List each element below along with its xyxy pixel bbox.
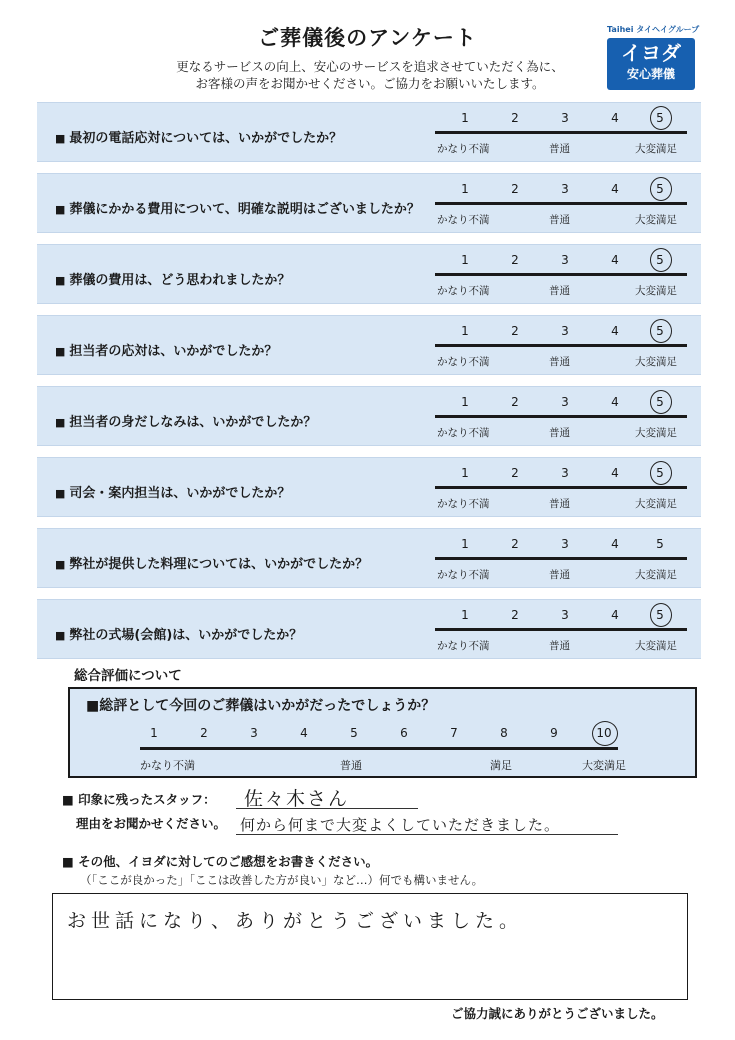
selected-rating-circle [650,603,672,627]
overall-option-7[interactable]: 7 [450,726,458,740]
scale-label-mid: 普通 [549,427,570,439]
scale-label-low: かなり不満 [437,214,490,226]
reason-field[interactable]: 何から何まで大変よくしていただきました。 [240,816,561,834]
overall-heading: 総合評価について [74,668,182,684]
rating-option-1[interactable]: 1 [461,253,469,267]
rating-option-3[interactable]: 3 [561,466,569,480]
comments-label: ■ その他、イヨダに対してのご感想をお書きください。 [62,854,379,869]
rating-option-4[interactable]: 4 [611,537,619,551]
scale-label-low: かなり不満 [437,569,490,581]
overall-scale-line [140,747,618,750]
overall-option-3[interactable]: 3 [250,726,258,740]
rating-option-5[interactable]: 5 [656,324,664,338]
rating-option-1[interactable]: 1 [461,182,469,196]
question-label: 司会・案内担当は、いかがでしたか？ [69,486,291,501]
question-text [55,198,420,217]
rating-option-4[interactable]: 4 [611,111,619,125]
scale-label-low: かなり不満 [437,285,490,297]
rating-option-4[interactable]: 4 [611,466,619,480]
scale-label-high: 大変満足 [635,285,677,297]
question-text [55,482,290,501]
rating-option-5[interactable]: 5 [656,608,664,622]
question-text [55,340,277,359]
scale-label-mid: 普通 [549,640,570,652]
scale-label-low: かなり不満 [437,427,490,439]
overall-option-4[interactable]: 4 [300,726,308,740]
overall-label-high: 大変満足 [582,759,626,772]
rating-option-5[interactable]: 5 [656,395,664,409]
scale-label-high: 大変満足 [635,356,677,368]
intro-line-1: 更なるサービスの向上、安心のサービスを追求させていただく為に、 [176,59,564,74]
question-label: 担当者の身だしなみは、いかがでしたか？ [69,415,317,430]
scale-label-high: 大変満足 [635,214,677,226]
rating-option-3[interactable]: 3 [561,537,569,551]
rating-option-2[interactable]: 2 [511,466,519,480]
overall-rating-panel [68,687,697,778]
thanks-message: ご協力誠にありがとうございました。 [451,1006,664,1021]
rating-option-3[interactable]: 3 [561,324,569,338]
rating-option-4[interactable]: 4 [611,395,619,409]
question-label: 葬儀にかかる費用について、明確な説明はございましたか？ [69,202,420,217]
scale-line [435,131,687,134]
question-text [55,624,302,643]
scale-line [435,415,687,418]
question-label: 担当者の応対は、いかがでしたか？ [69,344,278,359]
question-panel [37,315,701,375]
rating-option-2[interactable]: 2 [511,182,519,196]
scale-label-high: 大変満足 [635,143,677,155]
comments-hint: （「ここが良かった」「ここは改善した方が良い」など…）何でも構いません。 [80,873,484,887]
rating-option-4[interactable]: 4 [611,608,619,622]
scale-label-mid: 普通 [549,214,570,226]
scale-label-high: 大変満足 [635,569,677,581]
question-text [55,411,316,430]
question-panel [37,173,701,233]
survey-title: ご葬儀後のアンケート [258,26,477,50]
rating-option-2[interactable]: 2 [511,395,519,409]
question-panel [37,457,701,517]
selected-rating-circle [650,461,672,485]
rating-option-2[interactable]: 2 [511,111,519,125]
overall-label-low: かなり不満 [140,759,195,772]
scale-label-low: かなり不満 [437,498,490,510]
scale-label-low: かなり不満 [437,356,490,368]
logo-sub-text: 安心葬儀 [626,67,675,81]
scale-label-mid: 普通 [549,569,570,581]
scale-line [435,202,687,205]
question-label: 弊社が提供した料理については、いかがでしたか？ [69,557,369,572]
overall-label-satisfied: 満足 [490,759,512,772]
rating-option-1[interactable]: 1 [461,324,469,338]
overall-option-8[interactable]: 8 [500,726,508,740]
bullet-square-icon: ■ [55,416,66,429]
rating-option-5[interactable]: 5 [656,182,664,196]
selected-rating-circle [650,319,672,343]
rating-option-4[interactable]: 4 [611,182,619,196]
overall-question: ■総評として今回のご葬儀はいかがだったでしょうか？ [86,698,436,714]
question-panel [37,244,701,304]
rating-option-3[interactable]: 3 [561,608,569,622]
logo-badge [607,38,695,90]
company-logo [607,24,699,90]
selected-rating-circle [650,106,672,130]
logo-group-name: Taihei タイヘイグループ [607,25,700,34]
rating-option-5[interactable]: 5 [656,111,664,125]
bullet-square-icon: ■ [55,629,66,642]
question-label: 最初の電話応対については、いかがでしたか？ [69,131,343,146]
comments-box[interactable] [52,893,688,1000]
selected-rating-circle [650,177,672,201]
bullet-square-icon: ■ [55,274,66,287]
rating-option-2[interactable]: 2 [511,253,519,267]
rating-option-3[interactable]: 3 [561,253,569,267]
comments-field[interactable]: お世話になり、ありがとうございました。 [67,910,524,932]
logo-main-text: イヨダ [621,41,681,65]
rating-option-5[interactable]: 5 [656,537,664,551]
overall-option-2[interactable]: 2 [200,726,208,740]
overall-option-9[interactable]: 9 [550,726,558,740]
bullet-square-icon: ■ [55,487,66,500]
staff-label: ■ 印象に残ったスタッフ： [62,792,216,807]
question-text [55,269,290,288]
rating-option-1[interactable]: 1 [461,395,469,409]
question-label: 葬儀の費用は、どう思われましたか？ [69,273,291,288]
scale-line [435,628,687,631]
question-panel [37,102,701,162]
intro-text [150,58,590,92]
rating-option-4[interactable]: 4 [611,253,619,267]
scale-label-high: 大変満足 [635,427,677,439]
rating-option-2[interactable]: 2 [511,537,519,551]
bullet-square-icon: ■ [55,345,66,358]
staff-field[interactable]: 佐々木さん [244,788,350,810]
rating-option-2[interactable]: 2 [511,608,519,622]
rating-option-5[interactable]: 5 [656,253,664,267]
bullet-square-icon: ■ [55,132,66,145]
rating-option-1[interactable]: 1 [461,466,469,480]
scale-label-mid: 普通 [549,498,570,510]
selected-rating-circle [650,248,672,272]
overall-option-10[interactable]: 10 [596,726,612,740]
question-text [55,127,342,146]
scale-line [435,486,687,489]
scale-label-low: かなり不満 [437,640,490,652]
scale-label-mid: 普通 [549,285,570,297]
question-panel [37,386,701,446]
rating-option-1[interactable]: 1 [461,608,469,622]
scale-label-high: 大変満足 [635,498,677,510]
rating-option-2[interactable]: 2 [511,324,519,338]
rating-option-3[interactable]: 3 [561,395,569,409]
overall-option-1[interactable]: 1 [150,726,158,740]
scale-line [435,557,687,560]
question-text [55,553,368,572]
intro-line-2: お客様の声をお聞かせください。ご協力をお願いいたします。 [195,76,545,91]
rating-option-4[interactable]: 4 [611,324,619,338]
rating-option-1[interactable]: 1 [461,111,469,125]
selected-rating-circle [650,390,672,414]
scale-label-low: かなり不満 [437,143,490,155]
overall-option-6[interactable]: 6 [400,726,408,740]
reason-label: 理由をお聞かせください。 [76,816,227,831]
rating-option-5[interactable]: 5 [656,466,664,480]
question-panel [37,528,701,588]
scale-label-mid: 普通 [549,143,570,155]
bullet-square-icon: ■ [55,203,66,216]
rating-option-3[interactable]: 3 [561,182,569,196]
scale-line [435,273,687,276]
question-panel [37,599,701,659]
scale-label-mid: 普通 [549,356,570,368]
scale-line [435,344,687,347]
rating-option-3[interactable]: 3 [561,111,569,125]
question-label: 弊社の式場(会館)は、いかがでしたか？ [69,628,303,643]
bullet-square-icon: ■ [55,558,66,571]
overall-option-5[interactable]: 5 [350,726,358,740]
scale-label-high: 大変満足 [635,640,677,652]
rating-option-1[interactable]: 1 [461,537,469,551]
overall-label-mid: 普通 [340,759,362,772]
